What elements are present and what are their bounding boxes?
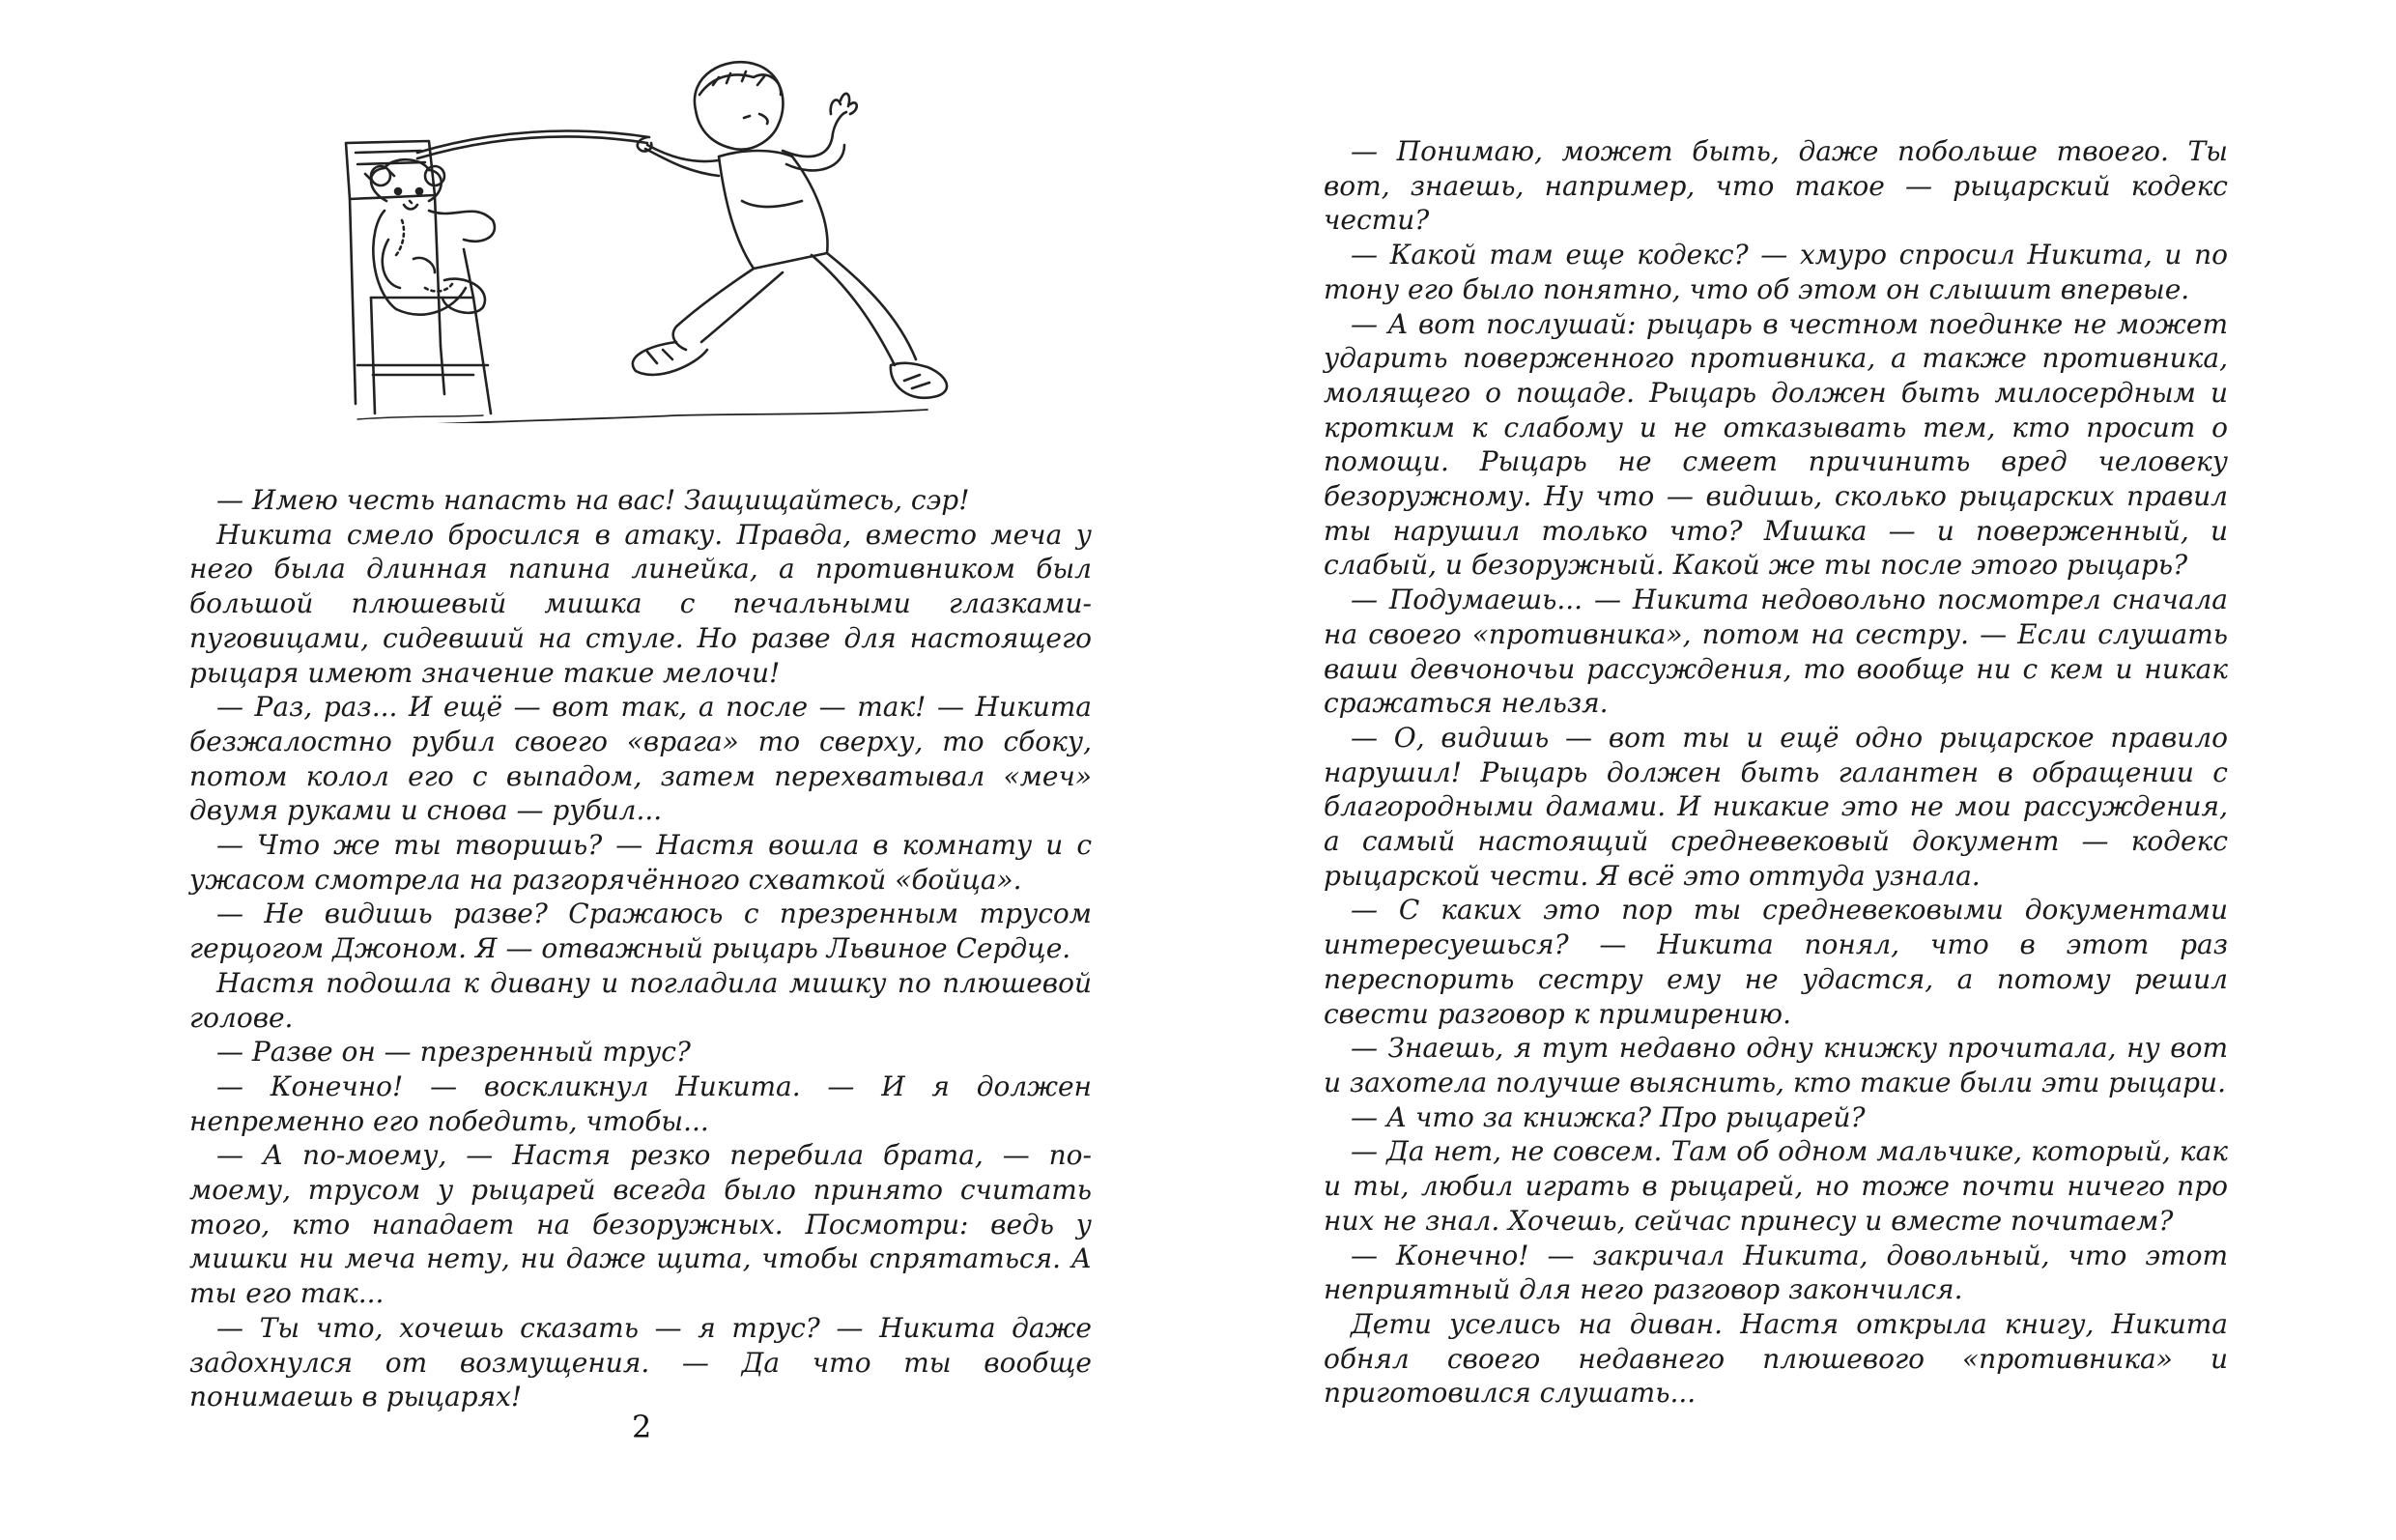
paragraph: Настя подошла к дивану и погладила мишку по плюшевой голове.: [189, 966, 1092, 1034]
paragraph: — Понимаю, может быть, даже побольше твоего. Ты вот, знаешь, например, что такое — рыцарский кодекс чести?: [1324, 135, 2228, 237]
paragraph: — Конечно! — закричал Никита, довольный, что этот неприятный для него разговор закончился.: [1324, 1239, 2228, 1306]
paragraph: — Раз, раз... И ещё — вот так, а после — так! — Никита безжалостно рубил своего «врага» то сверху, то сбоку, потом колол его с выпадом, затем перехватывал «меч» двумя руками и снова — рубил...: [189, 691, 1092, 827]
paragraph: — Что же ты творишь? — Настя вошла в комнату и с ужасом смотрела на разгорячённого схваткой «бойца».: [189, 829, 1092, 896]
paragraph: — Подумаешь... — Никита недовольно посмотрел сначала на своего «противника», потом на сестру. — Если слушать ваши девчоночьи рассуждения, то вообще ни с кем и никак сражаться нельзя.: [1324, 584, 2228, 720]
paragraph: Дети уселись на диван. Настя открыла книгу, Никита обнял своего недавнего плюшевого «противника» и приготовился слушать...: [1324, 1307, 2228, 1410]
page-number: 2: [632, 1409, 652, 1445]
paragraph: — Да нет, не совсем. Там об одном мальчике, который, как и ты, любил играть в рыцарей, но тоже почти ничего про них не знал. Хочешь, сейчас принесу и вместе почитаем?: [1324, 1135, 2228, 1237]
boy-fencing-teddy-bear-drawing-icon: [328, 56, 966, 423]
paragraph: — А по-моему, — Настя резко перебила брата, — по-моему, трусом у рыцарей всегда было принято считать того, кто нападает на безоружных. Посмотри: ведь у мишки ни меча нету, ни даже щита, чтобы спрятаться. А ты его так...: [189, 1139, 1092, 1310]
paragraph: — А вот послушай: рыцарь в честном поединке не может ударить поверженного противника, а также противника, молящего о пощаде. Рыцарь должен быть милосердным и кротким к слабому и не отказывать тем, кто просит о помощи. Рыцарь не смеет причинить вред человеку безоружному. Ну что — видишь, сколько рыцарских правил ты нарушил только что? Мишка — и поверженный, и слабый, и безоружный. Какой же ты после этого рыцарь?: [1324, 307, 2228, 582]
paragraph: — Знаешь, я тут недавно одну книжку прочитала, ну вот и захотела получше выяснить, кто такие были эти рыцари.: [1324, 1032, 2228, 1098]
right-page-text: [1324, 134, 2228, 1411]
paragraph: — А что за книжка? Про рыцарей?: [1351, 1100, 1866, 1133]
paragraph: — Не видишь разве? Сражаюсь с презренным трусом герцогом Джоном. Я — отважный рыцарь Львиное Сердце.: [189, 898, 1092, 965]
paragraph: — Имею честь напасть на вас! Защищайтесь, сэр!: [216, 484, 970, 516]
paragraph: — С каких это пор ты средневековыми документами интересуешься? — Никита понял, что в этот раз переспорить сестру ему не удастся, а потому решил свести разговор к примирению.: [1324, 894, 2228, 1030]
paragraph: — Конечно! — воскликнул Никита. — И я должен непременно его победить, чтобы...: [189, 1069, 1092, 1137]
paragraph: — О, видишь — вот ты и ещё одно рыцарское правило нарушил! Рыцарь должен быть галантен в обращении с благородными дамами. И никакие это не мои рассуждения, а самый настоящий средневековый документ — кодекс рыцарской чести. Я всё это оттуда узнала.: [1324, 721, 2228, 892]
left-page-text: [189, 483, 1092, 1414]
paragraph: — Разве он — презренный трус?: [216, 1036, 691, 1069]
paragraph: Никита смело бросился в атаку. Правда, вместо меча у него была длинная папина линейка, а противником был большой плюшевый мишка с печальными глазками-пуговицами, сидевший на стуле. Но разве для настоящего рыцаря имеют значение такие мелочи!: [189, 518, 1092, 689]
paragraph: — Какой там еще кодекс? — хмуро спросил Никита, и по тону его было понятно, что об этом он слышит впервые.: [1324, 239, 2228, 305]
paragraph: — Ты что, хочешь сказать — я трус? — Никита даже задохнулся от возмущения. — Да что ты вообще понимаешь в рыцарях!: [189, 1311, 1092, 1413]
